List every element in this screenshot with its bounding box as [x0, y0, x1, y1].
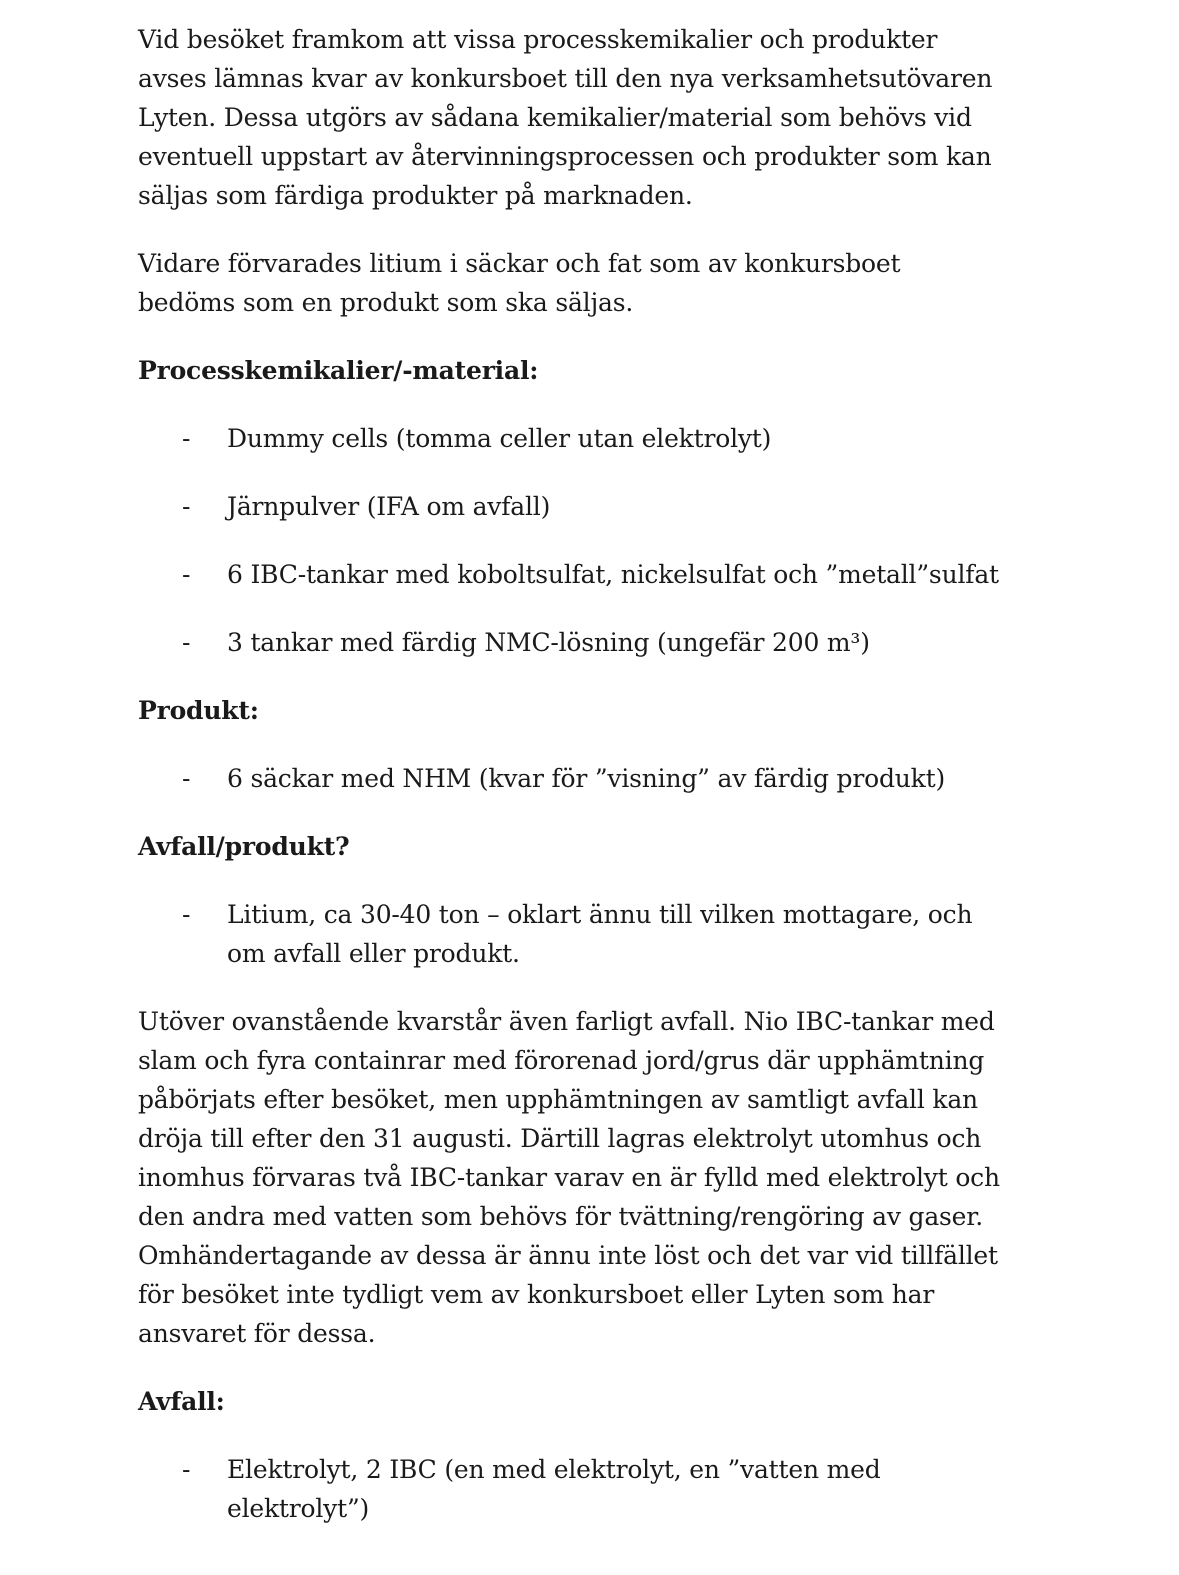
- product-list: [138, 759, 1038, 798]
- product-heading: Produkt:: [138, 696, 259, 725]
- waste-or-product-heading: Avfall/produkt?: [138, 832, 350, 861]
- list-dash-marker: -: [182, 628, 191, 657]
- list-item: [138, 895, 1038, 973]
- list-item: [138, 623, 1038, 662]
- list-item: [138, 555, 1038, 594]
- process-chemicals-heading: Processkemikalier/-material:: [138, 356, 539, 385]
- list-item: [138, 487, 1038, 526]
- document-page: [138, 20, 1038, 1557]
- waste-heading: Avfall:: [138, 1387, 225, 1416]
- list-item-text: 3 tankar med färdig NMC-lösning (ungefär 200 m³): [227, 628, 870, 657]
- hazardous-waste-paragraph: Utöver ovanstående kvarstår även farligt avfall. Nio IBC-tankar med slam och fyra containrar med förorenad jord/grus där upphämtning påbörjats efter besöket, men upphämtningen av samtligt avfall kan dröja till efter den 31 augusti. Därtill lagras elektrolyt utomhus och inomhus förvaras två IBC-tankar varav en är fylld med elektrolyt och den andra med vatten som behövs för tvättning/rengöring av gaser. Omhändertagande av dessa är ännu inte löst och det var vid tillfället för besöket inte tydligt vem av konkursboet eller Lyten som har ansvaret för dessa.: [138, 1007, 1000, 1348]
- list-item: [138, 759, 1038, 798]
- list-dash-marker: -: [182, 764, 191, 793]
- list-dash-marker: -: [182, 1455, 191, 1484]
- list-item: [138, 1450, 1038, 1528]
- process-chemicals-list: [138, 419, 1038, 662]
- list-dash-marker: -: [182, 560, 191, 589]
- list-item: [138, 419, 1038, 458]
- list-item-text: 6 IBC-tankar med koboltsulfat, nickelsulfat och ”metall”sulfat: [227, 560, 999, 589]
- list-dash-marker: -: [182, 492, 191, 521]
- list-dash-marker: -: [182, 424, 191, 453]
- list-item-text: Elektrolyt, 2 IBC (en med elektrolyt, en ”vatten med elektrolyt”): [227, 1455, 881, 1523]
- waste-list: [138, 1450, 1038, 1528]
- list-item-text: Litium, ca 30-40 ton – oklart ännu till vilken mottagare, och om avfall eller produkt.: [227, 900, 973, 968]
- waste-or-product-list: [138, 895, 1038, 973]
- list-item-text: 6 säckar med NHM (kvar för ”visning” av färdig produkt): [227, 764, 945, 793]
- list-item-text: Dummy cells (tomma celler utan elektrolyt): [227, 424, 772, 453]
- lithium-storage-paragraph: Vidare förvarades litium i säckar och fat som av konkursboet bedöms som en produkt som ska säljas.: [138, 249, 901, 317]
- intro-paragraph: Vid besöket framkom att vissa processkemikalier och produkter avses lämnas kvar av konkursboet till den nya verksamhetsutövaren Lyten. Dessa utgörs av sådana kemikalier/material som behövs vid eventuell uppstart av återvinningsprocessen och produkter som kan säljas som färdiga produkter på marknaden.: [138, 25, 993, 210]
- list-dash-marker: -: [182, 900, 191, 929]
- list-item-text: Järnpulver (IFA om avfall): [227, 492, 551, 521]
